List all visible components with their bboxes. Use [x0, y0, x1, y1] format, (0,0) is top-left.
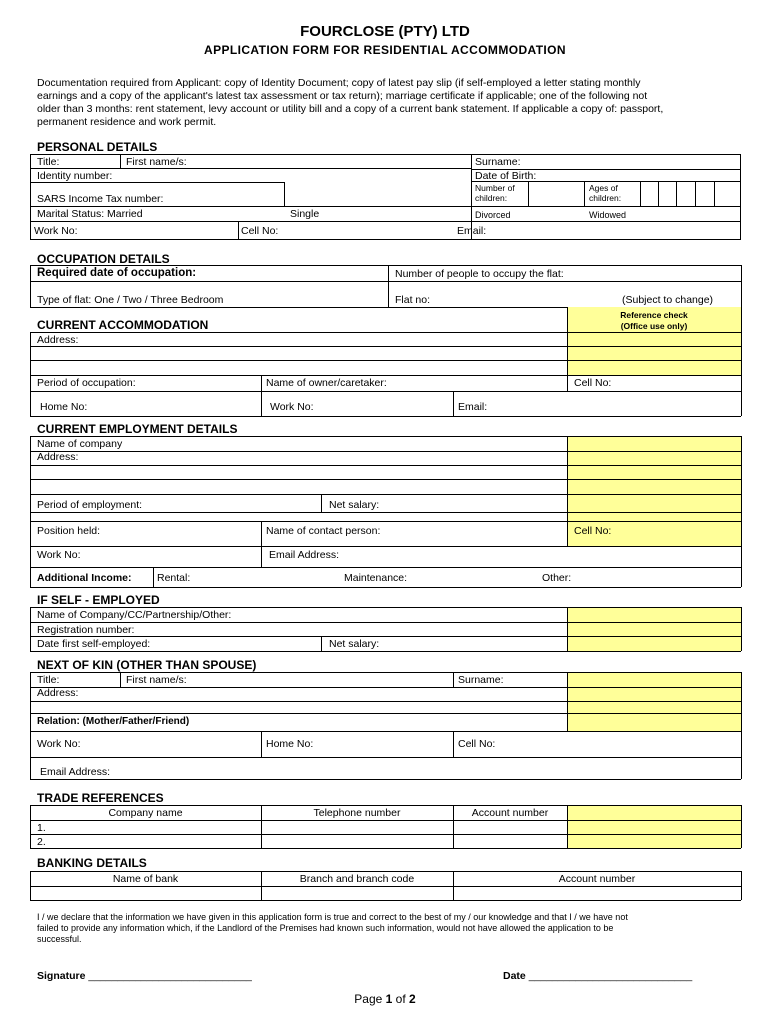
registration-number-label: Registration number:	[37, 624, 135, 636]
employment-work-label: Work No:	[37, 549, 81, 561]
declaration-line-2: failed to provide any information which, if the Landlord of the Premises had known such information, would not have allowed the application to be	[37, 923, 614, 933]
position-held-label: Position held:	[37, 525, 101, 537]
page-total: 2	[409, 992, 416, 1006]
trade-references-heading: TRADE REFERENCES	[37, 791, 164, 805]
personal-cell-no-label: Cell No:	[241, 225, 279, 237]
declaration-line-3: successful.	[37, 934, 82, 944]
owner-caretaker-label: Name of owner/caretaker:	[266, 377, 387, 389]
kin-surname-label: Surname:	[458, 674, 504, 686]
trade-company-header: Company name	[108, 807, 183, 819]
signature-label: Signature	[37, 970, 86, 982]
office-use-only-label: (Office use only)	[620, 321, 688, 331]
accommodation-address-label: Address:	[37, 334, 79, 346]
trade-office-column	[567, 805, 741, 848]
form-title: APPLICATION FORM FOR RESIDENTIAL ACCOMMODATION	[204, 43, 566, 57]
subject-to-change-note: (Subject to change)	[622, 294, 714, 306]
personal-first-names-label: First name/s:	[126, 156, 187, 168]
current-accommodation-heading: CURRENT ACCOMMODATION	[37, 318, 209, 332]
num-people-label: Number of people to occupy the flat:	[395, 268, 564, 280]
flat-no-label: Flat no:	[395, 294, 431, 306]
date-first-self-employed-label: Date first self-employed:	[37, 638, 151, 650]
kin-first-names-label: First name/s:	[126, 674, 187, 686]
bank-name-header: Name of bank	[112, 873, 179, 885]
other-income-label: Other:	[542, 572, 572, 584]
page-current: 1	[385, 992, 393, 1006]
rental-income-label: Rental:	[157, 572, 191, 584]
self-employed-heading: IF SELF - EMPLOYED	[37, 593, 160, 607]
page-word: Page	[354, 992, 383, 1006]
branch-code-header: Branch and branch code	[299, 873, 415, 885]
page-of: of	[395, 992, 406, 1006]
occupation-details-heading: OCCUPATION DETAILS	[37, 252, 170, 266]
contact-person-label: Name of contact person:	[266, 525, 381, 537]
bank-account-header: Account number	[558, 873, 636, 885]
employment-cell-label: Cell No:	[574, 525, 612, 537]
next-of-kin-heading: NEXT OF KIN (OTHER THAN SPOUSE)	[37, 658, 257, 672]
documentation-line-1: Documentation required from Applicant: copy of Identity Document; copy of latest pay slip (if self-employed a letter stating monthly	[37, 77, 641, 89]
personal-num-children-label: Number of children:	[475, 183, 515, 203]
trade-account-header: Account number	[471, 807, 549, 819]
accommodation-work-label: Work No:	[270, 401, 314, 413]
employment-address-label: Address:	[37, 451, 79, 463]
employment-net-salary-label: Net salary:	[329, 499, 380, 511]
self-employed-company-label: Name of Company/CC/Partnership/Other:	[37, 609, 232, 621]
personal-widowed-option: Widowed	[589, 210, 627, 220]
reference-check-label: Reference check	[620, 310, 688, 320]
personal-dob-label: Date of Birth:	[475, 170, 537, 182]
personal-id-number-label: Identity number:	[37, 170, 113, 182]
maintenance-income-label: Maintenance:	[344, 572, 408, 584]
trade-row-2: 2.	[37, 836, 46, 848]
trade-row-1: 1.	[37, 822, 46, 834]
date-label: Date	[503, 970, 526, 982]
personal-sars-label: SARS Income Tax number:	[37, 193, 164, 205]
accommodation-home-label: Home No:	[40, 401, 88, 413]
documentation-line-4: permanent residence and work permit.	[37, 116, 217, 128]
personal-ages-children-label: Ages of children:	[589, 183, 622, 203]
kin-email-label: Email Address:	[40, 766, 111, 778]
signature-row	[37, 970, 252, 982]
date-row	[503, 970, 692, 982]
personal-marital-label: Marital Status: Married	[37, 208, 143, 220]
banking-details-heading: BANKING DETAILS	[37, 856, 147, 870]
personal-details-heading: PERSONAL DETAILS	[37, 140, 158, 154]
accommodation-cell-label: Cell No:	[574, 377, 612, 389]
personal-single-option: Single	[290, 208, 320, 220]
kin-cell-label: Cell No:	[458, 738, 496, 750]
documentation-line-2: earnings and a copy of the applicant's latest tax assessment or tax return); marriage certificate if applicable; one of the following not	[37, 90, 648, 102]
personal-work-no-label: Work No:	[34, 225, 78, 237]
personal-title-label: Title:	[37, 156, 60, 168]
kin-title-label: Title:	[37, 674, 60, 686]
trade-telephone-header: Telephone number	[313, 807, 401, 819]
kin-home-label: Home No:	[266, 738, 314, 750]
documentation-line-3: older than 3 months: rent statement, levy account or utility bill and a copy of a current bank statement. If applicable a copy of: passport,	[37, 103, 664, 115]
page-number	[0, 992, 770, 1006]
accommodation-email-label: Email:	[458, 401, 488, 413]
declaration-line-1: I / we declare that the information we have given in this application form is true and correct to the best of my / our knowledge and that I / we have not	[37, 912, 628, 922]
kin-relation-label: Relation: (Mother/Father/Friend)	[37, 716, 190, 727]
period-of-occupation-label: Period of occupation:	[37, 377, 136, 389]
personal-email-label: Email:	[457, 225, 487, 237]
current-employment-heading: CURRENT EMPLOYMENT DETAILS	[37, 422, 238, 436]
company-name: FOURCLOSE (PTY) LTD	[300, 23, 470, 40]
personal-surname-label: Surname:	[475, 156, 521, 168]
period-of-employment-label: Period of employment:	[37, 499, 143, 511]
additional-income-label: Additional Income:	[37, 572, 132, 584]
signature-line[interactable]: ____________________________	[88, 970, 252, 982]
kin-address-label: Address:	[37, 687, 79, 699]
type-of-flat-label: Type of flat: One / Two / Three Bedroom	[37, 294, 224, 306]
employment-email-label: Email Address:	[269, 549, 340, 561]
kin-work-label: Work No:	[37, 738, 81, 750]
self-employed-office-column	[567, 607, 741, 651]
employment-company-label: Name of company	[37, 438, 123, 450]
required-date-label: Required date of occupation:	[37, 267, 197, 279]
personal-divorced-option: Divorced	[475, 210, 511, 220]
self-employed-net-salary-label: Net salary:	[329, 638, 380, 650]
date-line[interactable]: ____________________________	[528, 970, 693, 982]
